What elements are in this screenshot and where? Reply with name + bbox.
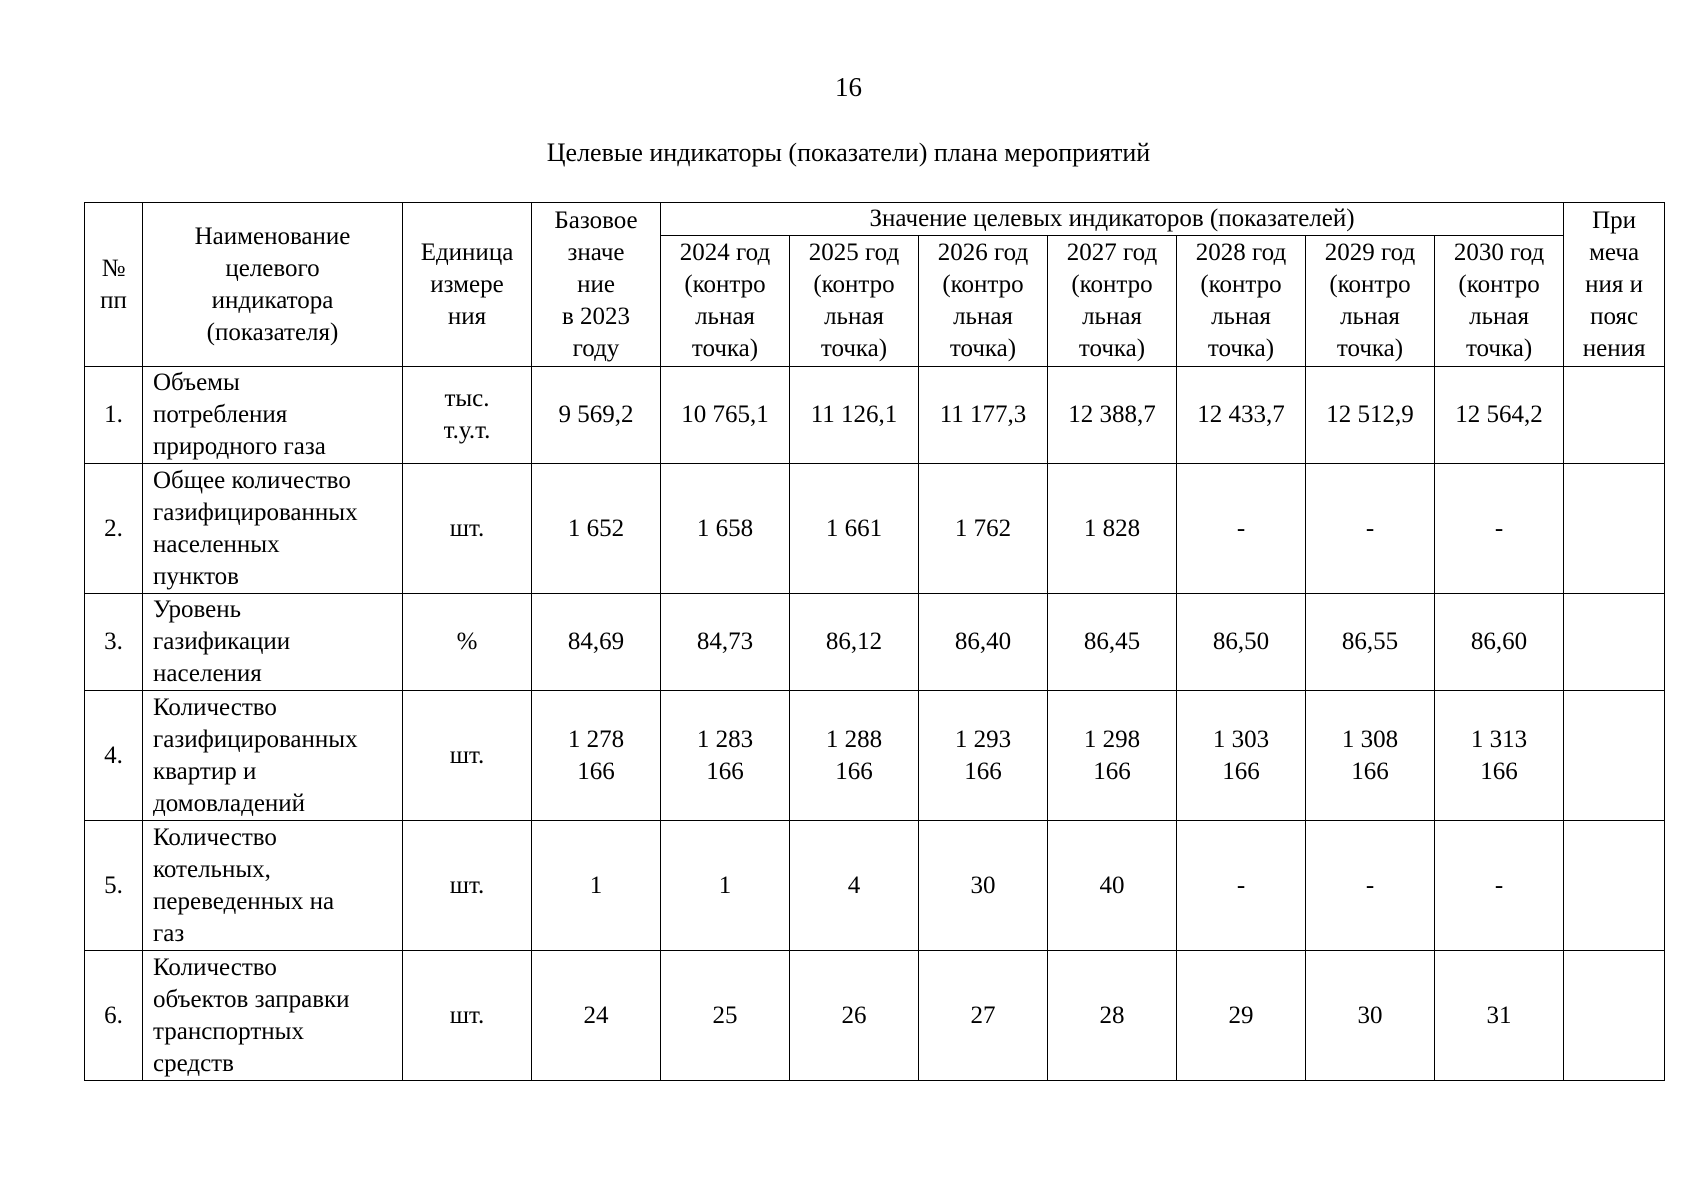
year-value-cell: 28: [1048, 951, 1177, 1081]
header-year: 2029 год (контро льная точка): [1306, 236, 1435, 367]
year-value-cell: 84,73: [661, 594, 790, 691]
header-number: № пп: [85, 203, 143, 367]
table-body: [85, 367, 1665, 1081]
unit-cell: шт.: [403, 951, 532, 1081]
year-value-cell: 86,12: [790, 594, 919, 691]
base-value-cell: 1 652: [532, 464, 661, 594]
year-value-cell: 12 564,2: [1435, 367, 1564, 464]
table-title: Целевые индикаторы (показатели) плана мероприятий: [546, 138, 1151, 167]
indicator-name: Количество газифицированных квартир и домовладений: [143, 691, 403, 821]
unit-cell: %: [403, 594, 532, 691]
notes-cell: [1564, 691, 1665, 821]
notes-cell: [1564, 367, 1665, 464]
notes-cell: [1564, 821, 1665, 951]
year-value-cell: 1 313 166: [1435, 691, 1564, 821]
year-value-cell: 11 177,3: [919, 367, 1048, 464]
year-value-cell: -: [1177, 464, 1306, 594]
table-header: [85, 203, 1665, 367]
unit-cell: шт.: [403, 464, 532, 594]
year-value-cell: 29: [1177, 951, 1306, 1081]
year-value-cell: 1 828: [1048, 464, 1177, 594]
indicator-name: Общее количество газифицированных населенных пунктов: [143, 464, 403, 594]
year-value-cell: 25: [661, 951, 790, 1081]
row-number: 2.: [85, 464, 143, 594]
header-unit: Единица измере ния: [403, 203, 532, 367]
year-value-cell: 27: [919, 951, 1048, 1081]
table-row: [85, 464, 1665, 594]
year-value-cell: -: [1435, 464, 1564, 594]
year-value-cell: 1 658: [661, 464, 790, 594]
base-value-cell: 1 278 166: [532, 691, 661, 821]
year-value-cell: 1 288 166: [790, 691, 919, 821]
row-number: 6.: [85, 951, 143, 1081]
base-value-cell: 84,69: [532, 594, 661, 691]
table-row: [85, 951, 1665, 1081]
table-row: [85, 367, 1665, 464]
year-value-cell: 30: [1306, 951, 1435, 1081]
unit-cell: шт.: [403, 691, 532, 821]
table-row: [85, 594, 1665, 691]
year-value-cell: 1 661: [790, 464, 919, 594]
base-value-cell: 9 569,2: [532, 367, 661, 464]
year-value-cell: 1 308 166: [1306, 691, 1435, 821]
year-value-cell: -: [1177, 821, 1306, 951]
year-value-cell: -: [1306, 464, 1435, 594]
year-value-cell: 86,40: [919, 594, 1048, 691]
row-number: 1.: [85, 367, 143, 464]
unit-cell: шт.: [403, 821, 532, 951]
year-value-cell: 86,45: [1048, 594, 1177, 691]
header-indicator-name: Наименование целевого индикатора (показателя): [143, 203, 403, 367]
unit-cell: тыс. т.у.т.: [403, 367, 532, 464]
year-value-cell: -: [1435, 821, 1564, 951]
base-value-cell: 24: [532, 951, 661, 1081]
year-value-cell: 1 283 166: [661, 691, 790, 821]
year-value-cell: 26: [790, 951, 919, 1081]
year-value-cell: 12 512,9: [1306, 367, 1435, 464]
year-value-cell: 1 298 166: [1048, 691, 1177, 821]
header-year: 2027 год (контро льная точка): [1048, 236, 1177, 367]
year-value-cell: 1 303 166: [1177, 691, 1306, 821]
table-row: [85, 691, 1665, 821]
year-value-cell: 31: [1435, 951, 1564, 1081]
year-value-cell: 30: [919, 821, 1048, 951]
row-number: 4.: [85, 691, 143, 821]
indicator-name: Уровень газификации населения: [143, 594, 403, 691]
year-value-cell: -: [1306, 821, 1435, 951]
year-value-cell: 11 126,1: [790, 367, 919, 464]
notes-cell: [1564, 594, 1665, 691]
page-number: 16: [835, 72, 862, 102]
year-value-cell: 86,60: [1435, 594, 1564, 691]
year-value-cell: 86,55: [1306, 594, 1435, 691]
notes-cell: [1564, 951, 1665, 1081]
year-value-cell: 12 388,7: [1048, 367, 1177, 464]
year-value-cell: 12 433,7: [1177, 367, 1306, 464]
header-year: 2028 год (контро льная точка): [1177, 236, 1306, 367]
header-year: 2030 год (контро льная точка): [1435, 236, 1564, 367]
header-base-value: Базовое значе ние в 2023 году: [532, 203, 661, 367]
year-value-cell: 40: [1048, 821, 1177, 951]
header-values-group: Значение целевых индикаторов (показателей): [661, 203, 1564, 236]
year-value-cell: 86,50: [1177, 594, 1306, 691]
notes-cell: [1564, 464, 1665, 594]
year-value-cell: 10 765,1: [661, 367, 790, 464]
year-value-cell: 4: [790, 821, 919, 951]
table-row: [85, 821, 1665, 951]
row-number: 5.: [85, 821, 143, 951]
header-year: 2025 год (контро льная точка): [790, 236, 919, 367]
header-year: 2024 год (контро льная точка): [661, 236, 790, 367]
base-value-cell: 1: [532, 821, 661, 951]
header-notes: При меча ния и пояс нения: [1564, 203, 1665, 367]
indicator-name: Количество котельных, переведенных на газ: [143, 821, 403, 951]
row-number: 3.: [85, 594, 143, 691]
indicators-table: [84, 202, 1665, 1081]
header-year: 2026 год (контро льная точка): [919, 236, 1048, 367]
year-value-cell: 1 293 166: [919, 691, 1048, 821]
year-value-cell: 1 762: [919, 464, 1048, 594]
indicator-name: Количество объектов заправки транспортных средств: [143, 951, 403, 1081]
indicator-name: Объемы потребления природного газа: [143, 367, 403, 464]
year-value-cell: 1: [661, 821, 790, 951]
